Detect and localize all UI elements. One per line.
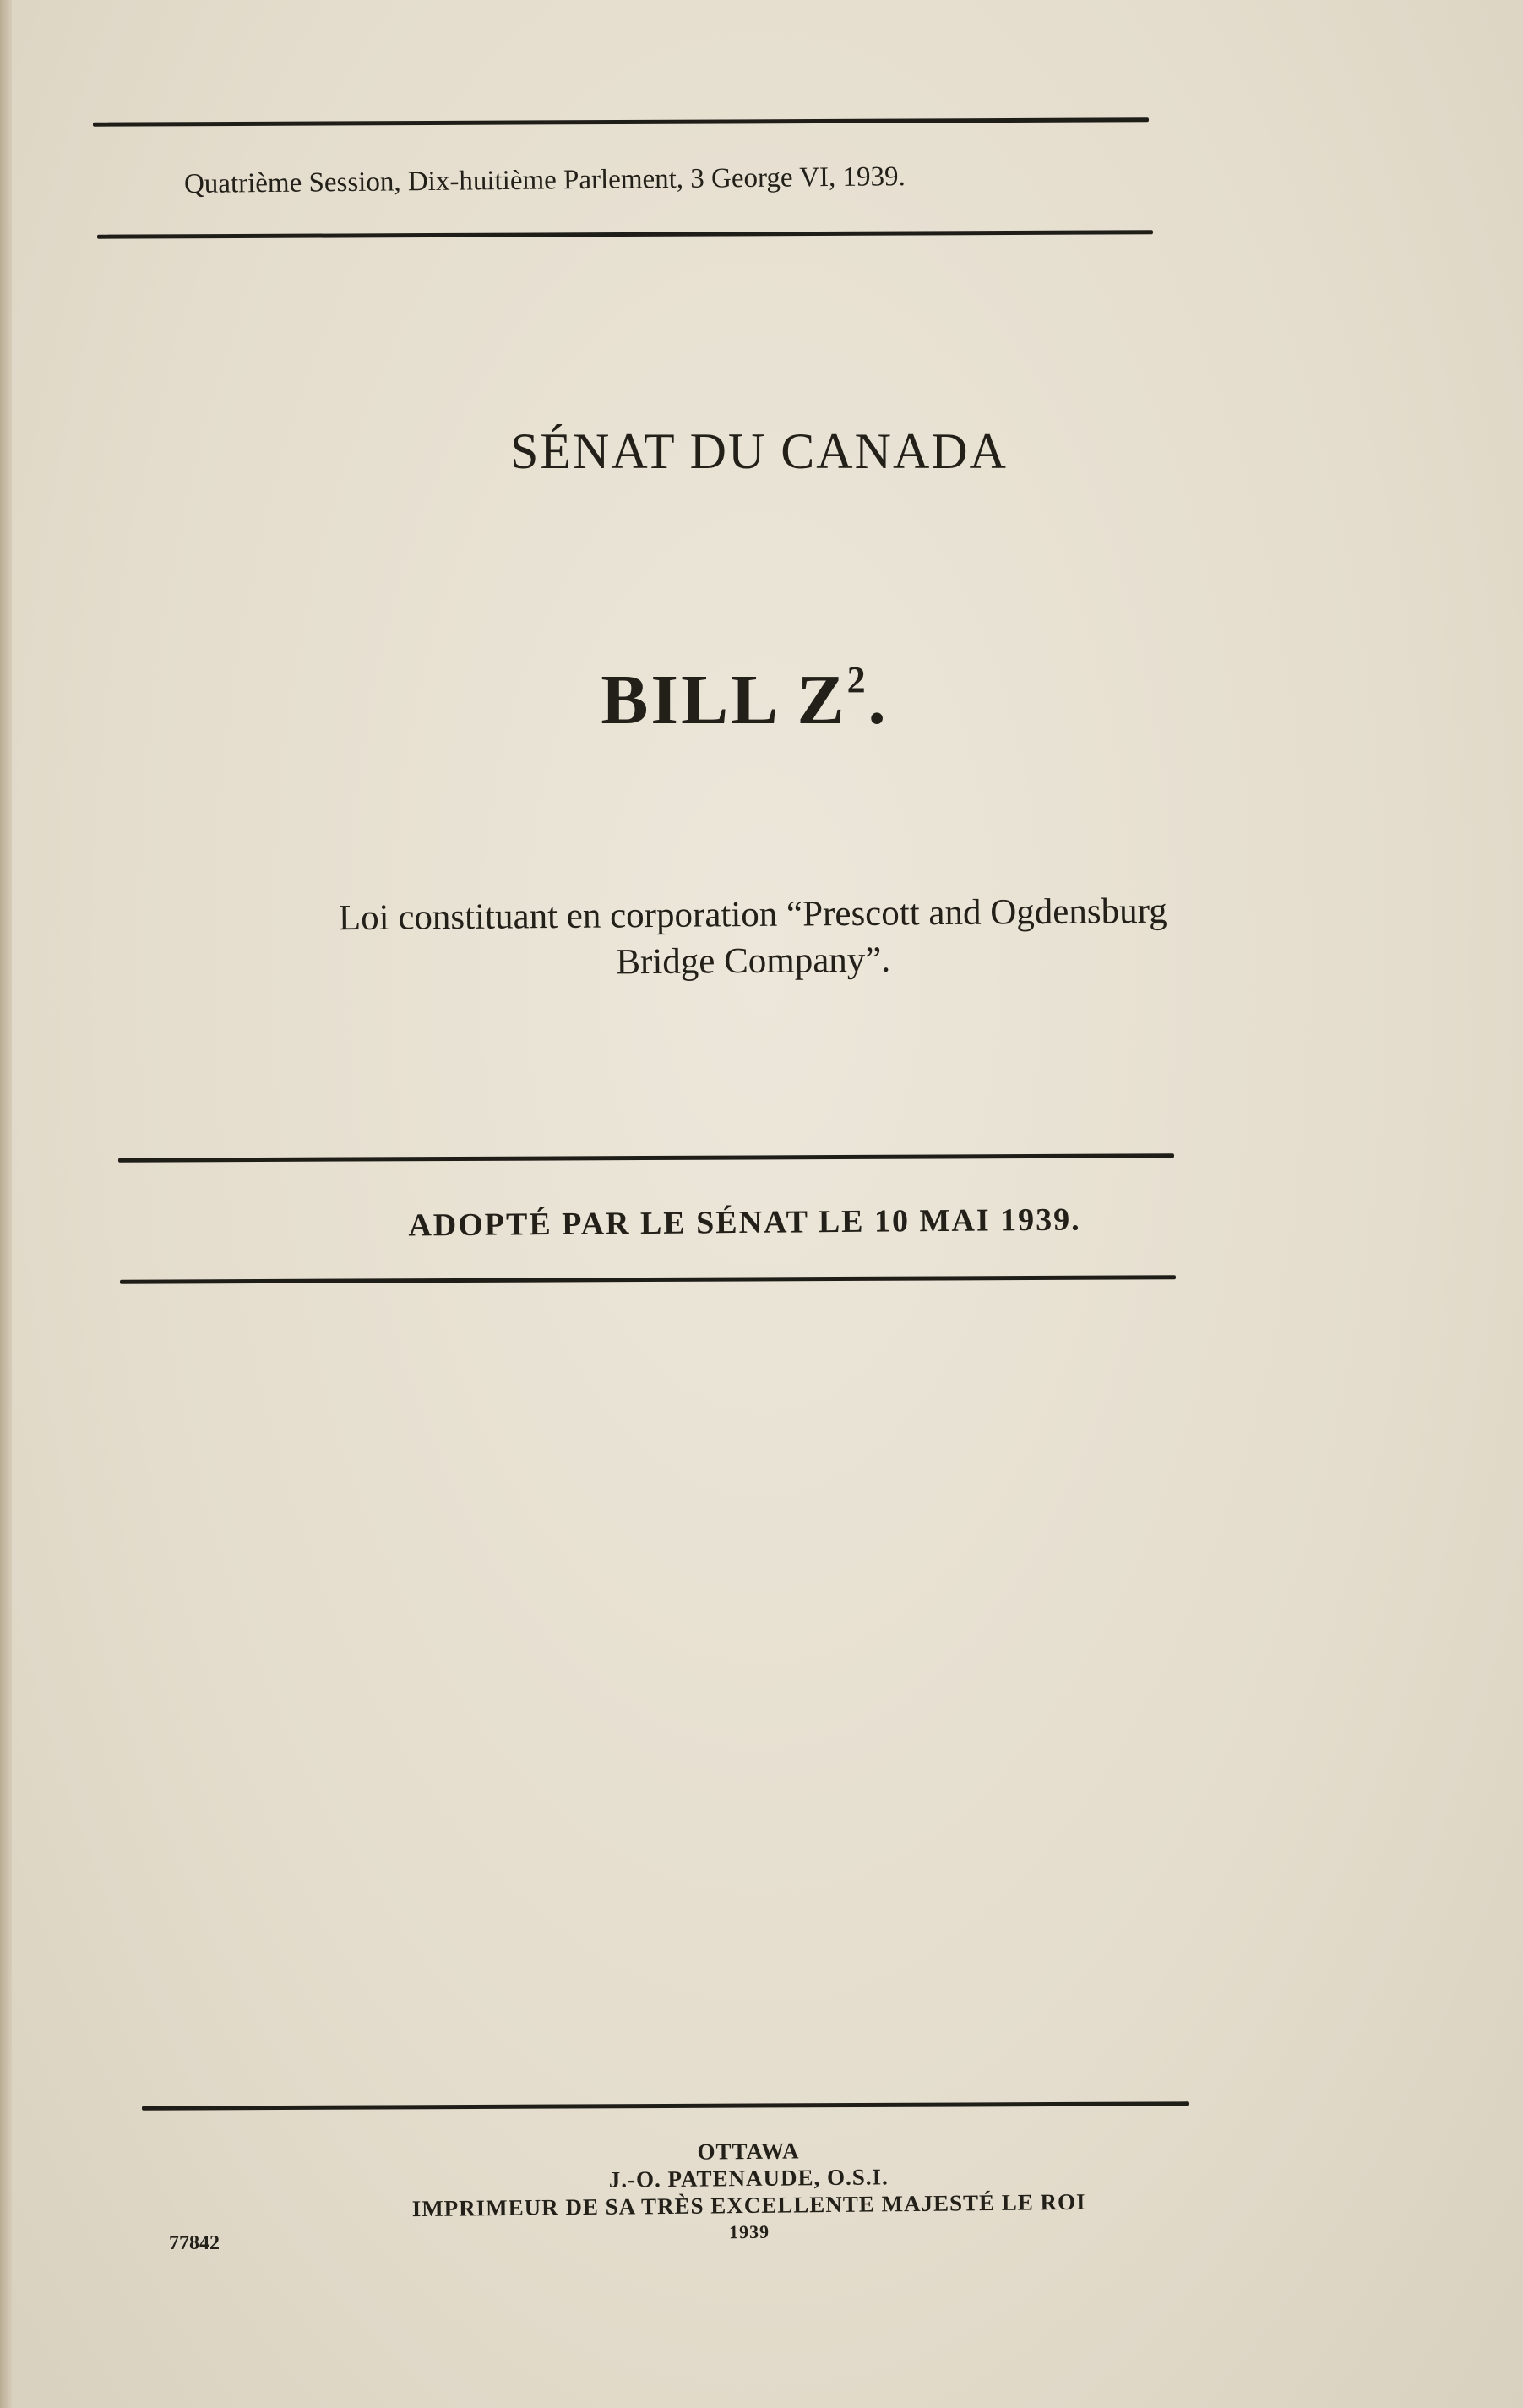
session-header: Quatrième Session, Dix-huitième Parlement, 3 George VI, 1939. <box>183 161 906 199</box>
bill-superscript: 2 <box>846 659 868 700</box>
adopted-statement: ADOPTÉ PAR LE SÉNAT LE 10 MAI 1939. <box>408 1201 1081 1244</box>
top-rule-2 <box>97 230 1153 238</box>
top-rule-1 <box>93 117 1149 126</box>
bill-suffix: . <box>868 661 889 739</box>
page-edge <box>0 0 12 2408</box>
senate-title: SÉNAT DU CANADA <box>510 423 1008 479</box>
bill-title <box>0 659 1506 741</box>
bill-label: BILL Z <box>601 661 847 739</box>
adopted-rule-top <box>118 1153 1174 1162</box>
imprint-year: 1939 <box>728 2220 770 2243</box>
bill-description <box>0 885 1515 991</box>
imprint-city: OTTAWA <box>697 2138 800 2165</box>
imprint-block <box>0 2130 1511 2254</box>
print-code: 77842 <box>169 2232 220 2254</box>
bill-description-line-1: Loi constituant en corporation “Prescott and Ogdensburg <box>338 891 1167 939</box>
imprint-printer: J.-O. PATENAUDE, O.S.I. <box>608 2164 889 2193</box>
imprint-title: IMPRIMEUR DE SA TRÈS EXCELLENTE MAJESTÉ LE ROI <box>411 2188 1086 2222</box>
imprint-rule <box>142 2101 1189 2110</box>
adopted-rule-bottom <box>120 1275 1176 1283</box>
bill-description-line-2: Bridge Company”. <box>616 940 891 983</box>
